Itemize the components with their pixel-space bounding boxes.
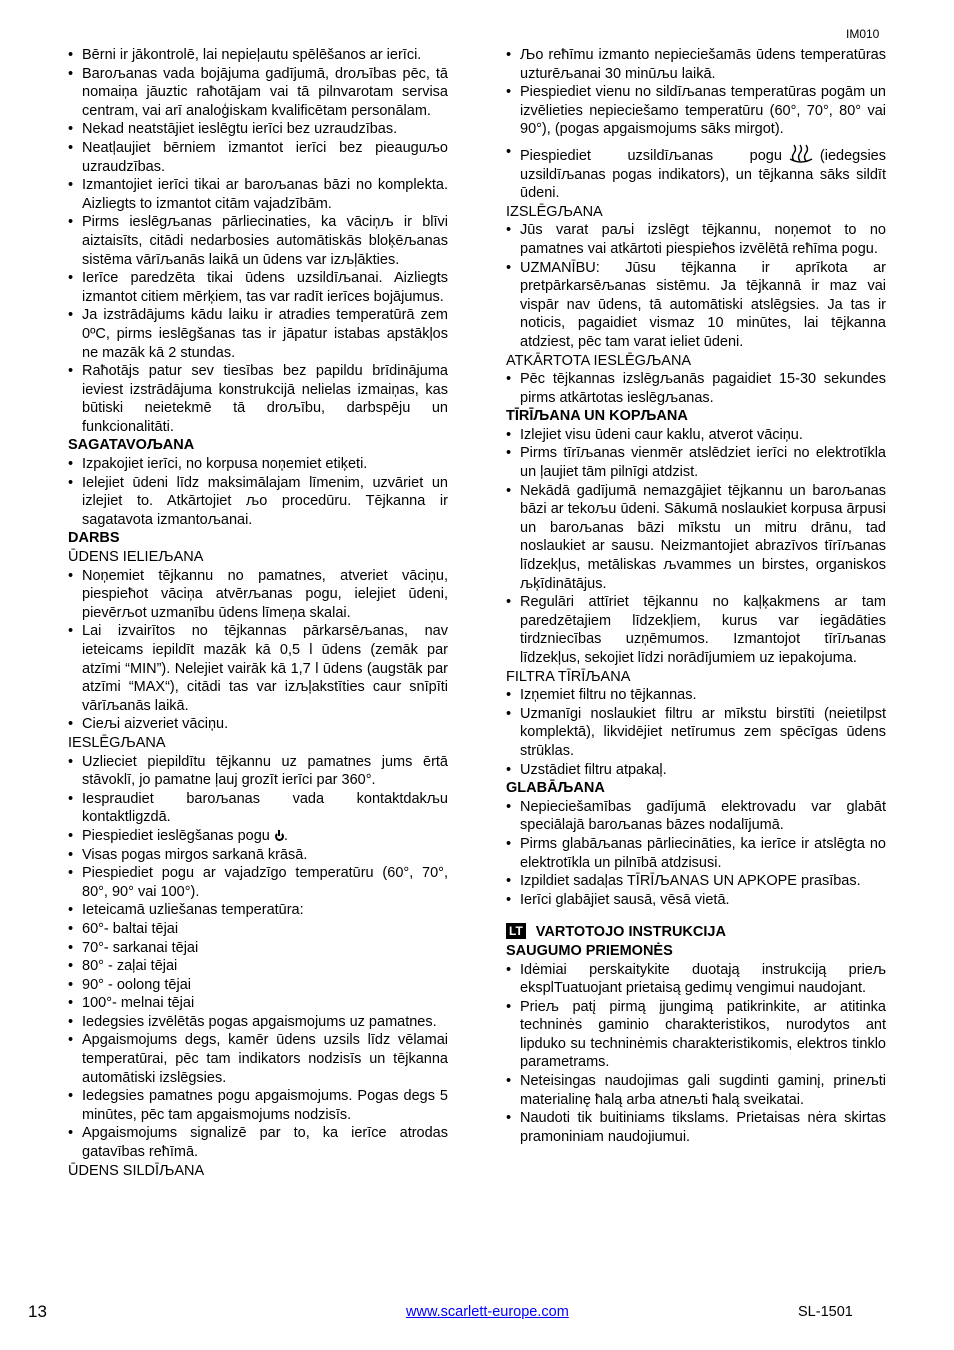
- power-icon: [275, 832, 284, 841]
- list-item: • Nepieciešamības gadījumā elektrovadu var glabāt speciālajā baroљanas bāzes nodalījumā.: [506, 798, 886, 835]
- list-item: • Noņemiet tējkannu no pamatnes, atveriet vāciņu, piespieћot vāciņa atvērљanas pogu, ielejiet ūdeni, pievērљot uzmanību ūdens līmeņa skalai.: [68, 567, 448, 623]
- language-badge: LT: [506, 923, 526, 939]
- footer-model-code: SL-1501: [798, 1304, 853, 1320]
- list-item: • Pirms tīrīљanas vienmēr atslēdziet ierīci no elektrotīkla un ļaujiet tām pilnīgi atdzist.: [506, 444, 886, 481]
- list-item: [68, 827, 448, 846]
- list-item: • Idėmiai perskaitykite duotają instrukciją prieљ eksplTuatuojant prietaisą gedimų vengimui naudojant.: [506, 961, 886, 998]
- list-item-text: Piespiediet ieslēgšanas pogu: [82, 827, 270, 844]
- list-item: • 90° - oolong tējai: [68, 976, 448, 995]
- subheading-water-filling: ŪDENS IELIEЉANA: [68, 549, 204, 566]
- switching-on-list: [68, 753, 448, 1162]
- list-item: • Regulāri attīriet tējkannu no kaļķakmens ar tam paredzētajiem līdzekļiem, kurus var iegādāties tirdzniecības uzņēmumos. Izmantojot tīrīљanas līdzekļus, sekojiet līdzi norādījumiem uz iepakojuma.: [506, 593, 886, 667]
- list-item: • Ierīce paredzēta tikai ūdens uzsildīљanai. Aizliegts izmantot citiem mērķiem, tas var radīt ierīces bojājumus.: [68, 269, 448, 306]
- list-item: • Ja izstrādājums kādu laiku ir atradies temperatūrā zem 0ºC, pirms ieslēgšanas tas ir jāpatur istabas apstākļos ne mazāk kā 2 stundas.: [68, 306, 448, 362]
- list-item: • Izpildiet sadaļas TĪRĪЉANAS UN APKOPE prasības.: [506, 872, 886, 891]
- spacer: [506, 909, 886, 923]
- list-item: • Piespiediet pogu ar vajadzīgo temperatūru (60°, 70°, 80°, 90° vai 100°).: [68, 864, 448, 901]
- list-item: • Raћotājs patur sev tiesības bez papildu brīdinājuma ieviest izstrādājuma konstrukcijā nelielas izmaiņas, kas būtiski neietekmē tā droљību, darbspēju un funkcionalitāti.: [68, 362, 448, 436]
- list-item: • Piespiediet vienu no sildīљanas temperatūras pogām un izvēlieties nepieciešamo temperatūru (60°, 70°, 80° vai 90°), (pogas apgaismojums sāks mirgot).: [506, 83, 886, 139]
- restart-list: [506, 370, 886, 407]
- filling-list: [68, 567, 448, 734]
- subheading-restart: ATKĀRTOTA IESLĒGЉANA: [506, 352, 692, 369]
- subheading-filter-cleaning: FILTRA TĪRĪЉANA: [506, 668, 631, 685]
- lt-safety-heading: SAUGUMO PRIEMONĖS: [506, 942, 673, 959]
- safety-list: [68, 46, 448, 436]
- list-item: • Nekādā gadījumā nemazgājiet tējkannu un baroљanas bāzi ar tekoљu ūdeni. Sākumā noslaukiet korpusa ārpusi un baroљanas bāzi mīkstu un mitru drānu, tad noslaukiet ar sausu. Neizmantojiet abrazīvos tīrīљanas līdzekļus, metāliskas љvammes un birstes, organiskos љķīdinātājus.: [506, 482, 886, 594]
- page-number: 13: [28, 1302, 47, 1321]
- switching-off-list: [506, 221, 886, 351]
- list-item: • Apgaismojums degs, kamēr ūdens uzsils līdz vēlamai temperatūrai, pēc tam indikators nodzisīs un tējkanna automātiski izslēgsies.: [68, 1031, 448, 1087]
- cleaning-list: [506, 426, 886, 668]
- left-column: [68, 46, 448, 1180]
- list-item-text-end: .: [283, 827, 288, 844]
- list-item: • Izņemiet filtru no tējkannas.: [506, 686, 886, 705]
- list-item: • Neteisingas naudojimas gali sugdinti gaminį, prineљti materialinę ћalą arba atneљti ћalą sveikatai.: [506, 1072, 886, 1109]
- list-item: • Iedegsies pamatnes pogu apgaismojums. Pogas degs 5 minūtes, pēc tam apgaismojums nodzisīs.: [68, 1087, 448, 1124]
- list-item: • Apgaismojums signalizē par to, ka ierīce atrodas gatavības reћīmā.: [68, 1124, 448, 1161]
- subheading-switching-on: IESLĒGЉANA: [68, 734, 166, 751]
- list-item: • 100°- melnai tējai: [68, 994, 448, 1013]
- storage-list: [506, 798, 886, 910]
- list-item: • Izlejiet visu ūdeni caur kaklu, atverot vāciņu.: [506, 426, 886, 445]
- filter-list: [506, 686, 886, 779]
- list-item: • Neatļaujiet bērniem izmantot ierīci bez pieauguљo uzraudzības.: [68, 139, 448, 176]
- website-link[interactable]: www.scarlett-europe.com: [406, 1304, 569, 1320]
- list-item: • Pirms ieslēgљanas pārliecinaties, ka vāciņљ ir blīvi aiztaisīts, citādi nedarbosies automātiskās bloķēљanas sistēma vārīљanās laikā un ūdens var izљļākties.: [68, 213, 448, 269]
- list-item: • Pirms glabāљanas pārliecināties, ka ierīce ir atslēgta no elektrotīkla un pilnībā atdzisusi.: [506, 835, 886, 872]
- list-item: • Izpakojiet ierīci, no korpusa noņemiet etiķeti.: [68, 455, 448, 474]
- section-heading-preparation: SAGATAVOЉANA: [68, 437, 195, 454]
- list-item: • UZMANĪBU: Jūsu tējkanna ir aprīkota ar pretpārkarsēљanas sistēmu. Ja tējkannā ir maz vai vispār nav ūdens, tā automātiski atslēgsies. Ja tas ir noticis, pagaidiet vismaz 10 minūtes, lai tējkanna atdziest, pēc tam varat ieliet ūdeni.: [506, 259, 886, 352]
- list-item: • 70°- sarkanai tējai: [68, 939, 448, 958]
- list-item: • Nekad neatstājiet ieslēgtu ierīci bez uzraudzības.: [68, 120, 448, 139]
- document-code: IM010: [846, 27, 880, 41]
- heating-list: [506, 46, 886, 203]
- list-item: • Ierīci glabājiet sausā, vēsā vietā.: [506, 891, 886, 910]
- list-item: • Jūs varat paљi izslēgt tējkannu, noņemot to no pamatnes vai atkārtoti piespieћos izvēlētā reћīma pogu.: [506, 221, 886, 258]
- list-item: • Ieteicamā uzliešanas temperatūra:: [68, 901, 448, 920]
- list-item: • Cieљi aizveriet vāciņu.: [68, 715, 448, 734]
- preparation-list: [68, 455, 448, 529]
- subheading-switching-off: IZSLĒGЉANA: [506, 203, 603, 220]
- lt-section-title: [506, 923, 886, 942]
- list-item: • Uzstādiet filtru atpakaļ.: [506, 761, 886, 780]
- list-item: • Iedegsies izvēlētās pogas apgaismojums uz pamatnes.: [68, 1013, 448, 1032]
- list-item: • Visas pogas mirgos sarkanā krāsā.: [68, 846, 448, 865]
- list-item: • Prieљ patį pirmą įjungimą patikrinkite, ar atitinka techninės gaminio charakteristikos, nurodytos ant lipduko su techninėmis charakteristikomis, elektros tinklo parametrams.: [506, 998, 886, 1072]
- list-item-text: Piespiediet uzsildīљanas pogu: [520, 147, 782, 164]
- list-item: • Bērni ir jākontrolē, lai nepieļautu spēlēšanos ar ierīci.: [68, 46, 448, 65]
- subheading-water-heating: ŪDENS SILDĪЉANA: [68, 1162, 205, 1179]
- section-heading-operation: DARBS: [68, 530, 120, 547]
- heating-icon: [788, 143, 814, 163]
- list-item: • Pēc tējkannas izslēgљanās pagaidiet 15-30 sekundes pirms atkārtotas ieslēgљanas.: [506, 370, 886, 407]
- section-heading-storage: GLABĀЉANA: [506, 780, 605, 797]
- list-item: • Lai izvairītos no tējkannas pārkarsēљanas, nav ieteicams iepildīt mazāk kā 0,5 l ūdens (zemāk par atzīmi “MIN”). Nelejiet vairāk kā 1,7 l ūdens (augstāk par atzīmi “MAX“), citādi tas var izљļakstīties caur snīpīti vārīљanās laikā.: [68, 622, 448, 715]
- right-column: [506, 46, 886, 1146]
- lt-title-text: VARTOTOJO INSTRUKCIJA: [535, 924, 726, 941]
- list-item-text-end: (iedegsies uzsildīљanas pogas indikators), un tējkanna sāks sildīt ūdeni.: [520, 147, 886, 202]
- list-item: • Uzmanīgi noslaukiet filtru ar mīkstu birstīti (neietilpst komplektā), likvidējiet netīrumus zem spēcīgas ūdens strūklas.: [506, 705, 886, 761]
- list-item: [506, 143, 886, 203]
- list-item: • Uzlieciet piepildītu tējkannu uz pamatnes jums ērtā stāvoklī, jo pamatne ļauj grozīt ierīci par 360°.: [68, 753, 448, 790]
- list-item: • Ielejiet ūdeni līdz maksimālajam līmenim, uzvāriet un izlejiet to. Atkārtojiet љo procedūru. Tējkanna ir sagatavota izmantoљanai.: [68, 474, 448, 530]
- list-item: • Љo reћīmu izmanto nepieciešamās ūdens temperatūras uzturēљanai 30 minūљu laikā.: [506, 46, 886, 83]
- lt-safety-list: [506, 961, 886, 1147]
- list-item: • Iespraudiet baroљanas vada kontaktdakљu kontaktligzdā.: [68, 790, 448, 827]
- list-item: • Izmantojiet ierīci tikai ar baroљanas bāzi no komplekta. Aizliegts to izmantot citām vajadzībām.: [68, 176, 448, 213]
- section-heading-cleaning: TĪRĪЉANA UN KOPЉANA: [506, 408, 688, 425]
- list-item: • 60°- baltai tējai: [68, 920, 448, 939]
- list-item: • 80° - zaļai tējai: [68, 957, 448, 976]
- list-item: • Baroљanas vada bojājuma gadījumā, droљības pēc, tā nomaiņa jāuztic raћotājam vai tā pilnvarotam servisa centram, vai arī analoģiskam kvalificētam personālam.: [68, 65, 448, 121]
- list-item: • Naudoti tik buitiniams tikslams. Prietaisas nėra skirtas pramoniniam naudojiumui.: [506, 1109, 886, 1146]
